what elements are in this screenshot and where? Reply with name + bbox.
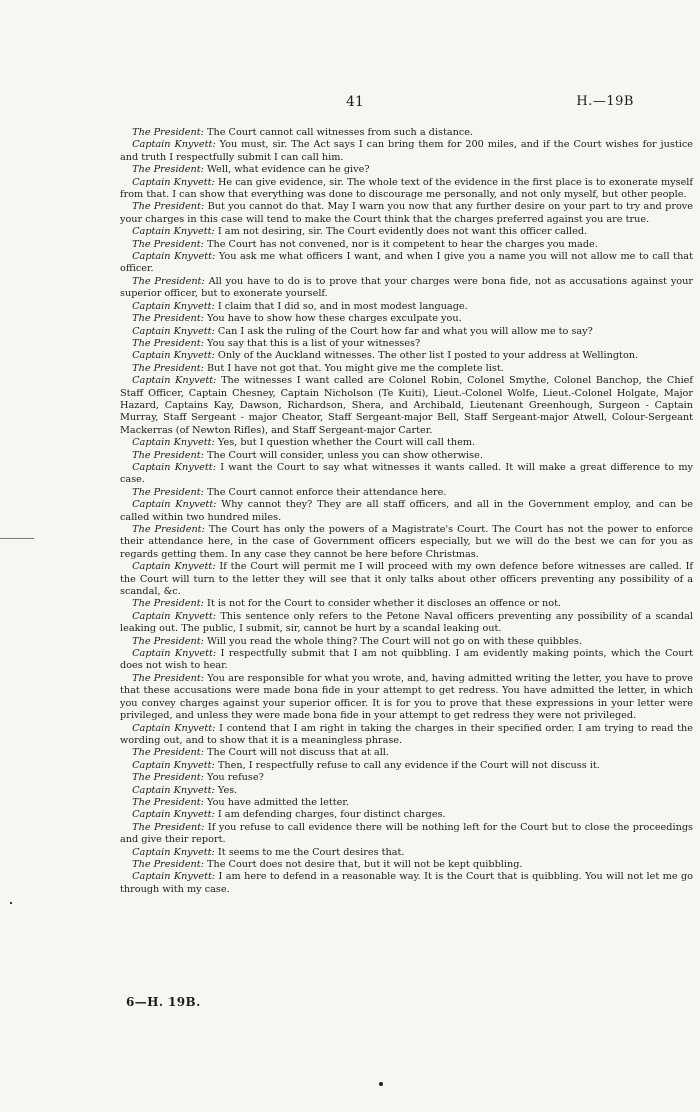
speech-text: You are responsible for what you wrote, and, having admitted writing the letter, you have to prove that these accusations were made bona fide in your attempt to get redress. You have admitted the letter, in which you convey charges against your superior officer. It is for you to prove that these expressions in your letter were privileged, and unless they were made bona fide in your attempt to get redress they were not privileged. <box>120 672 694 722</box>
transcript-paragraph <box>120 636 693 648</box>
speech-text: All you have to do is to prove that your charges were bona fide, not as accusations against your superior officer, but to exonerate yourself. <box>120 275 693 300</box>
speaker-name: The President: <box>132 313 204 325</box>
transcript-paragraph <box>120 251 693 276</box>
transcript-paragraph <box>120 350 693 362</box>
speaker-name: The President: <box>132 858 204 870</box>
speech-text: Can I ask the ruling of the Court how far and what you will allow me to say? <box>217 325 593 337</box>
speech-text: Only of the Auckland witnesses. The other list I posted to your address at Wellington. <box>217 350 639 362</box>
speech-text: The Court cannot enforce their attendance here. <box>207 486 447 498</box>
speech-text: You ask me what officers I want, and when I give you a name you will not allow me to call that officer. <box>120 251 693 275</box>
speech-text: Then, I respectfully refuse to call any evidence if the Court will not discuss it. <box>217 759 600 771</box>
transcript-paragraph <box>120 499 693 524</box>
transcript-paragraph <box>120 127 693 139</box>
transcript-paragraph <box>120 822 693 847</box>
speech-text: The Court has not convened, nor is it competent to hear the charges you made. <box>207 238 598 250</box>
transcript-paragraph <box>120 177 693 202</box>
speech-text: The Court cannot call witnesses from such a distance. <box>207 127 474 138</box>
speech-text: I am defending charges, four distinct charges. <box>217 809 446 821</box>
transcript-paragraph <box>120 313 693 325</box>
transcript-paragraph <box>120 226 693 238</box>
transcript-paragraph <box>120 561 693 598</box>
speaker-name: The President: <box>132 275 205 287</box>
speaker-name: Captain Knyvett: <box>132 809 215 821</box>
margin-tick <box>10 902 12 904</box>
speech-text: Well, what evidence can he give? <box>207 164 370 176</box>
speaker-name: The President: <box>132 238 204 250</box>
speech-text: If you refuse to call evidence there will be nothing left for the Court but to close the proceedings and give their report. <box>120 821 693 846</box>
speech-text: I am not desiring, sir. The Court evidently does not want this officer called. <box>217 226 588 238</box>
speaker-name: Captain Knyvett: <box>132 784 215 796</box>
transcript-paragraph <box>120 164 693 176</box>
speaker-name: The President: <box>132 672 205 684</box>
speaker-name: Captain Knyvett: <box>132 499 217 511</box>
sheet-signature: 6—H. 19B. <box>126 995 201 1009</box>
speaker-name: The President: <box>132 635 204 647</box>
speech-text: You must, sir. The Act says I can bring them for 200 miles, and if the Court wishes for justice and truth I respectfully submit I can call him. <box>120 139 693 163</box>
speaker-name: Captain Knyvett: <box>132 176 215 188</box>
speech-text: You have to show how these charges exculpate you. <box>207 313 462 325</box>
margin-mark <box>0 538 34 539</box>
paper-reference: H.—19B <box>576 94 634 109</box>
speaker-name: The President: <box>132 821 205 833</box>
speech-text: The Court does not desire that, but it will not be kept quibbling. <box>207 858 523 870</box>
speaker-name: The President: <box>132 796 204 808</box>
transcript-paragraph <box>120 437 693 449</box>
transcript-paragraph <box>120 450 693 462</box>
transcript-paragraph <box>120 375 693 437</box>
speaker-name: The President: <box>132 598 204 610</box>
transcript-paragraph <box>120 847 693 859</box>
speaker-name: Captain Knyvett: <box>132 759 215 771</box>
speaker-name: Captain Knyvett: <box>132 300 215 312</box>
speaker-name: The President: <box>132 449 204 461</box>
transcript-paragraph <box>120 139 693 164</box>
speech-text: You refuse? <box>207 772 264 784</box>
speech-text: If the Court will permit me I will proceed with my own defence before witnesses are called. If the Court will turn to the letter they will see that it only talks about other officers preventing any possibility of a scandal, &c. <box>120 561 693 598</box>
bottom-dot <box>379 1082 383 1086</box>
transcript-paragraph <box>120 747 693 759</box>
speaker-name: Captain Knyvett: <box>132 461 216 473</box>
speaker-name: The President: <box>132 362 204 374</box>
speaker-name: Captain Knyvett: <box>132 437 215 449</box>
speaker-name: Captain Knyvett: <box>132 325 215 337</box>
speaker-name: Captain Knyvett: <box>132 561 216 573</box>
speaker-name: Captain Knyvett: <box>132 610 217 622</box>
transcript-paragraph <box>120 524 693 561</box>
transcript-paragraph <box>120 797 693 809</box>
transcript-paragraph <box>120 487 693 499</box>
speech-text: I claim that I did so, and in most modest language. <box>217 300 468 312</box>
speaker-name: Captain Knyvett: <box>132 871 216 883</box>
transcript-paragraph <box>120 809 693 821</box>
speaker-name: Captain Knyvett: <box>132 648 217 660</box>
speaker-name: The President: <box>132 337 204 349</box>
speech-text: Why cannot they? They are all staff officers, and all in the Government employ, and can be called within two hundred miles. <box>120 499 693 523</box>
speech-text: The Court has only the powers of a Magistrate's Court. The Court has not the power to enforce their attendance here, in the case of Government officers especially, but we will do the best we can for you as regards getting them. In any case they cannot be here before Christmas. <box>120 524 693 560</box>
speech-text: I am here to defend in a reasonable way. It is the Court that is quibbling. You will not let me go through with my case. <box>120 871 693 895</box>
speech-text: It seems to me the Court desires that. <box>217 846 405 858</box>
speaker-name: The President: <box>132 164 204 176</box>
speech-text: He can give evidence, sir. The whole text of the evidence in the first place is to exonerate myself from that. I can show that everything was done to discourage me personally, and not only myself, but other people. <box>120 176 693 201</box>
speaker-name: Captain Knyvett: <box>132 251 216 263</box>
transcript-paragraph <box>120 723 693 748</box>
speaker-name: The President: <box>132 524 205 535</box>
transcript-paragraph <box>120 276 693 301</box>
speaker-name: Captain Knyvett: <box>132 722 216 734</box>
speaker-name: Captain Knyvett: <box>132 139 216 151</box>
speaker-name: The President: <box>132 201 205 213</box>
transcript-paragraph <box>120 363 693 375</box>
transcript-paragraph <box>120 760 693 772</box>
speaker-name: The President: <box>132 486 204 498</box>
transcript-paragraph <box>120 772 693 784</box>
transcript-paragraph <box>120 462 693 487</box>
transcript-paragraph <box>120 338 693 350</box>
transcript-paragraph <box>120 326 693 338</box>
speech-text: I want the Court to say what witnesses it wants called. It will make a great difference to my case. <box>120 461 693 486</box>
speaker-name: The President: <box>132 127 204 138</box>
speech-text: Yes, but I question whether the Court will call them. <box>217 437 476 449</box>
speech-text: The witnesses I want called are Colonel Robin, Colonel Smythe, Colonel Banchop, the Chief Staff Officer, Captain Chesney, Captain Nicholson (Te Kuiti), Lieut.-Colonel Wolfe, Lieut.-Colonel Holgate, Major Hazard, Captains Kay, Dawson, Richardson, Shera, and Archibald, Lieutenant Greenhough, Surgeon - Captain Murray, Staff Sergeant - major Cheator, Staff Sergeant-major Bell, Staff Sergeant-major Atwell, Colour-Sergeant Mackerras (of Newton Rifles), and Staff Sergeant-major Carter. <box>120 375 693 436</box>
speaker-name: The President: <box>132 772 204 784</box>
speech-text: But I have not got that. You might give me the complete list. <box>207 362 504 374</box>
transcript-paragraph <box>120 301 693 313</box>
transcript-body <box>120 127 693 896</box>
speech-text: I respectfully submit that I am not quibbling. I am evidently making points, which the Court does not wish to hear. <box>120 648 693 672</box>
speech-text: You have admitted the letter. <box>207 796 350 808</box>
speaker-name: Captain Knyvett: <box>132 226 215 238</box>
transcript-paragraph <box>120 673 693 723</box>
speaker-name: The President: <box>132 747 204 759</box>
speech-text: I contend that I am right in taking the charges in their specified order. I am trying to read the wording out, and to show that it is a meaningless phrase. <box>120 722 693 746</box>
speaker-name: Captain Knyvett: <box>132 375 217 387</box>
transcript-paragraph <box>120 648 693 673</box>
speech-text: Yes. <box>217 784 238 796</box>
transcript-paragraph <box>120 785 693 797</box>
page-number: 41 <box>346 94 364 110</box>
transcript-paragraph <box>120 611 693 636</box>
speech-text: Will you read the whole thing? The Court will not go on with these quibbles. <box>207 635 583 647</box>
speaker-name: Captain Knyvett: <box>132 846 215 858</box>
speech-text: But you cannot do that. May I warn you now that any further desire on your part to try and prove your charges in this case will tend to make the Court think that the charges preferred against you are true. <box>120 201 693 225</box>
transcript-paragraph <box>120 598 693 610</box>
transcript-paragraph <box>120 859 693 871</box>
speaker-name: Captain Knyvett: <box>132 350 215 362</box>
transcript-paragraph <box>120 239 693 251</box>
transcript-paragraph <box>120 201 693 226</box>
speech-text: The Court will consider, unless you can show otherwise. <box>207 449 483 461</box>
transcript-paragraph <box>120 871 693 896</box>
speech-text: You say that this is a list of your witnesses? <box>207 337 421 349</box>
speech-text: It is not for the Court to consider whether it discloses an offence or not. <box>207 598 562 610</box>
speech-text: The Court will not discuss that at all. <box>207 747 389 759</box>
speech-text: This sentence only refers to the Petone Naval officers preventing any possibility of a scandal leaking out. The public, I submit, sir, cannot be hurt by a scandal leaking out. <box>120 610 693 635</box>
